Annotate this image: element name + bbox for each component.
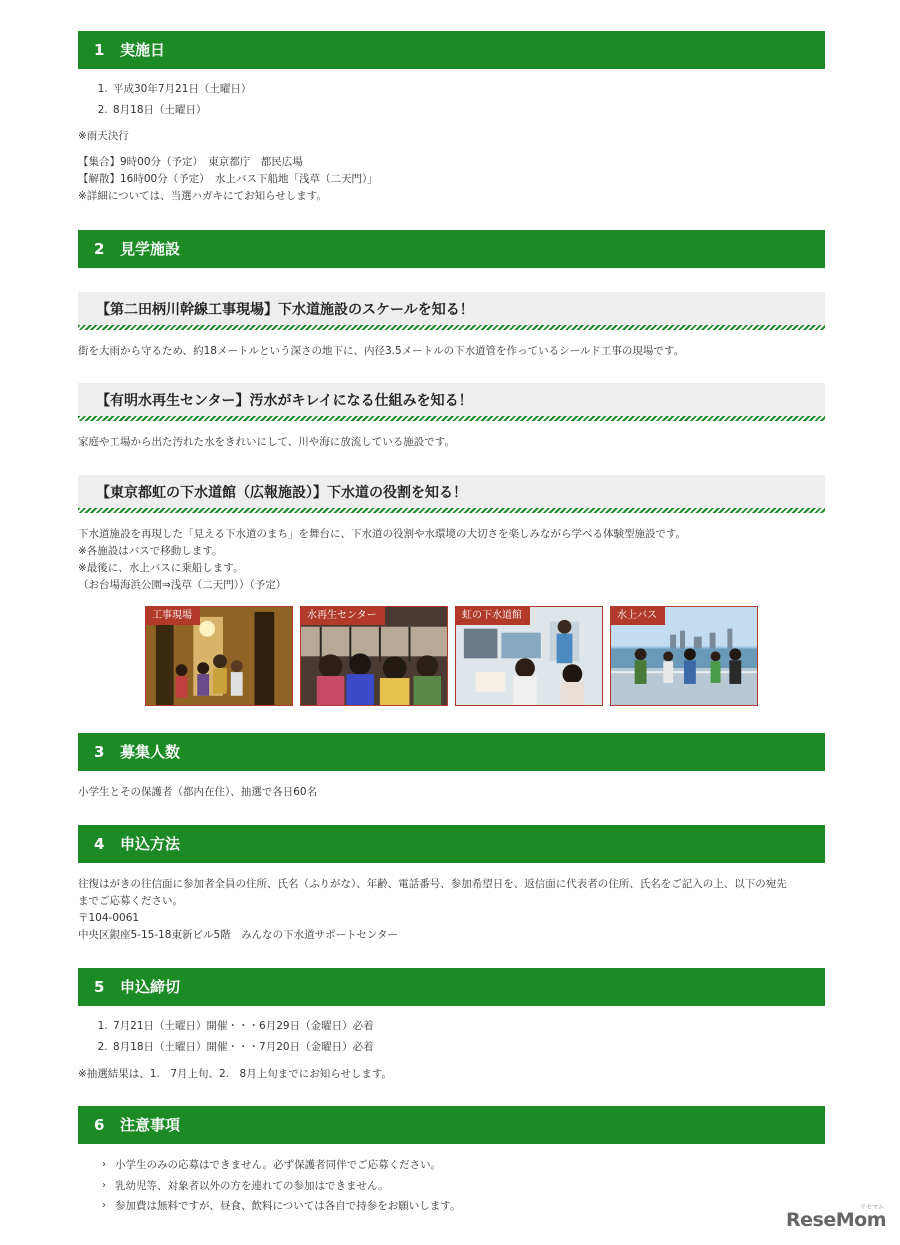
chevron-right-icon: › [102,1179,106,1191]
route-note: （お台場海浜公園⇒浅草（二天門））（予定） [78,579,287,591]
list-item: 1. 平成30年7月21日（土曜日） [111,79,251,100]
apply-line-1: 往復はがきの往信面に参加者全員の住所、氏名（ふりがな）、年齢、電話番号、参加希望日を、返信面に代表者の住所、氏名をご記入の上、以下の宛先 [78,878,787,890]
bus-note: ※各施設はバスで移動します。 [78,545,223,557]
chevron-right-icon: › [102,1200,106,1211]
photo-water-center [300,606,448,706]
facility-heading-1 [78,292,825,330]
section-number: 6 [94,1116,105,1134]
facility-desc-2: 家庭や工場から出た汚れた水をきれいにして、川や海に放流している施設です。 [78,436,455,448]
capacity-text: 小学生とその保護者（都内在住）、抽選で各日60名 [78,786,318,798]
section-number: 4 [94,835,105,853]
section-number: 2 [94,240,105,258]
section-header-4 [78,825,825,863]
stripe-divider [78,508,825,513]
logo-text: ReseMom [786,1209,886,1231]
facility-title: 【有明水再生センター】汚水がキレイになる仕組みを知る！ [96,393,473,409]
section-title: 注意事項 [120,1116,181,1134]
section-number: 1 [94,41,105,59]
list-item: 1. 7月21日（土曜日）開催・・・6月29日（金曜日）必着 [111,1016,374,1037]
stripe-divider [78,416,825,421]
resemom-logo [786,1204,886,1231]
list-item: 2. 8月18日（土曜日） [111,100,251,121]
section-title: 見学施設 [120,240,181,258]
dismiss-info: 【解散】16時00分（予定） 水上バス下船地「浅草（二天門）」 [78,173,378,185]
list-item [102,1155,460,1176]
facility-heading-2 [78,383,825,421]
section-title: 申込方法 [120,835,181,853]
facility-heading-3 [78,475,825,513]
photo-sewer-museum [455,606,603,706]
facility-title: 【第二田柄川幹線工事現場】下水道施設のスケールを知る！ [96,302,474,318]
section-header-6 [78,1106,825,1144]
postal-code: 〒104-0061 [78,912,140,924]
deadline-list [78,1016,374,1058]
caution-list [78,1155,460,1217]
photo-construction-site [145,606,293,706]
date-list [78,79,251,121]
photo-label: 水再生センター [301,607,385,625]
section-header-5 [78,968,825,1006]
list-item [102,1176,460,1197]
section-header-2 [78,230,825,268]
section-header-3 [78,733,825,771]
note-text: 参加費は無料ですが、昼食、飲料については各自で持参をお願いします。 [115,1200,461,1212]
apply-line-2: までご応募ください。 [78,895,183,907]
gather-info: 【集合】9時00分（予定） 東京都庁 都民広場 [78,156,303,168]
list-item [102,1196,460,1217]
photo-water-bus [610,606,758,706]
note-text: 乳幼児等、対象者以外の方を連れての参加はできません。 [115,1179,389,1192]
logo-subtext: リセマム [860,1204,884,1211]
section-header-1 [78,31,825,69]
stripe-divider [78,325,825,330]
photo-strip [145,606,759,706]
section-number: 5 [94,978,105,996]
list-item: 2. 8月18日（土曜日）開催・・・7月20日（金曜日）必着 [111,1037,374,1058]
photo-label: 工事現場 [146,607,200,625]
detail-note: ※詳細については、当選ハガキにてお知らせします。 [78,190,327,202]
note-text: 小学生のみの応募はできません。必ず保護者同伴でご応募ください。 [115,1159,442,1171]
section-title: 実施日 [120,41,166,59]
section-title: 申込締切 [120,978,181,996]
facility-desc-3: 下水道施設を再現した「見える下水道のまち」を舞台に、下水道の役割や水環境の大切さを楽しみながら学べる体験型施設です。 [78,528,687,540]
chevron-right-icon: › [102,1159,106,1170]
facility-desc-1: 街を大雨から守るため、約18メートルという深さの地下に、内径3.5メートルの下水道管を作っているシールド工事の現場です。 [78,345,685,357]
photo-label: 虹の下水道館 [456,607,530,625]
mailing-address: 中央区銀座5-15-18東新ビル5階 みんなの下水道サポートセンター [78,929,398,941]
result-note: ※抽選結果は、1. 7月上旬、2. 8月上旬までにお知らせします。 [78,1068,393,1080]
boat-note: ※最後に、水上バスに乗船します。 [78,562,244,574]
rain-note: ※雨天決行 [78,130,129,142]
section-title: 募集人数 [120,743,181,761]
section-number: 3 [94,743,105,761]
facility-title: 【東京都虹の下水道館（広報施設）】下水道の役割を知る！ [96,485,467,501]
photo-label: 水上バス [611,607,665,625]
